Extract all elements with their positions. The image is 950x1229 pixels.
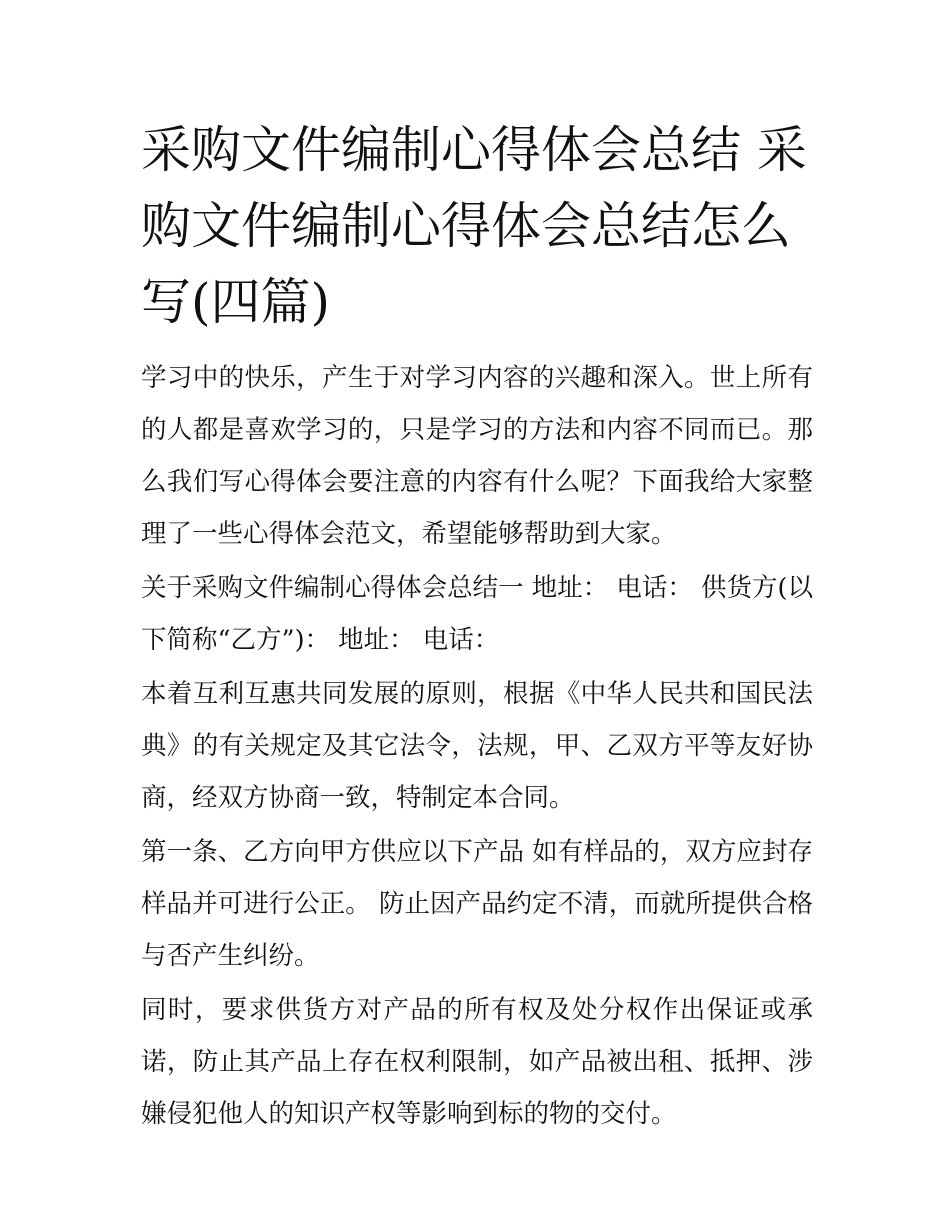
paragraph-principle: 本着互利互惠共同发展的原则，根据《中华人民共和国民法典》的有关规定及其它法令，法规，甲、乙双方平等友好协商，经双方协商一致，特制定本合同。 [141, 679, 813, 813]
paragraph-intro: 学习中的快乐，产生于对学习内容的兴趣和深入。世上所有的人都是喜欢学习的，只是学习的方法和内容不同而已。那么我们写心得体会要注意的内容有什么呢？下面我给大家整理了一些心得体会范文，希望能够帮助到大家。 [141, 363, 813, 549]
paragraph-ownership: 同时，要求供货方对产品的所有权及处分权作出保证或承诺，防止其产品上存在权利限制，如产品被出租、抵押、涉嫌侵犯他人的知识产权等影响到标的物的交付。 [141, 995, 813, 1129]
paragraph-article-one: 第一条、乙方向甲方供应以下产品 如有样品的，双方应封存样品并可进行公正。 防止因产品约定不清，而就所提供合格与否产生纠纷。 [141, 837, 813, 971]
paragraph-contact: 关于采购文件编制心得体会总结一 地址： 电话： 供货方(以下简称“乙方”)： 地址： 电话： [141, 573, 813, 655]
document-title: 采购文件编制心得体会总结 采购文件编制心得体会总结怎么写(四篇) [141, 121, 807, 331]
document-page [141, 112, 813, 1140]
